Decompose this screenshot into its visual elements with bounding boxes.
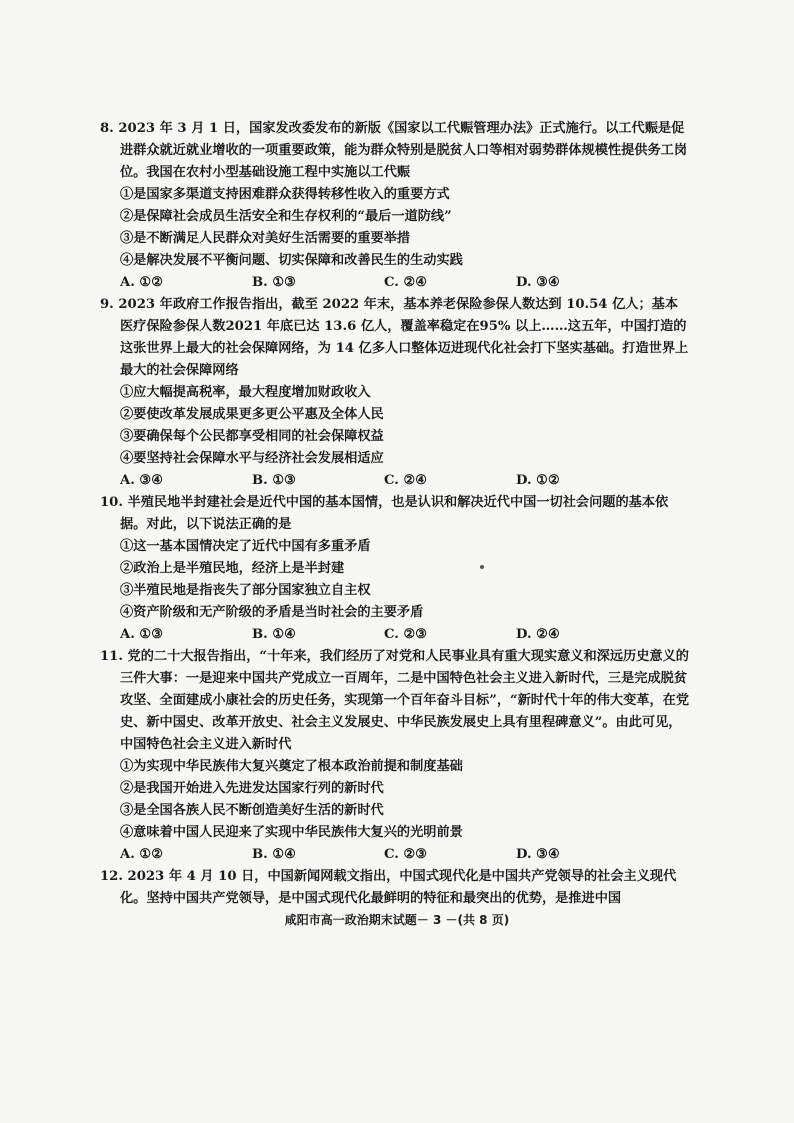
- option-4: ④资产阶级和无产阶级的矛盾是当时社会的主要矛盾: [120, 605, 424, 620]
- choice-b: B. ①③: [252, 473, 296, 488]
- option-1: ①应大幅提高税率，最大程度增加财政收入: [120, 385, 371, 400]
- option-3: ③要确保每个公民都享受相同的社会保障权益: [120, 429, 384, 444]
- choice-c: C. ②④: [384, 473, 428, 488]
- question-stem: 9. 2023 年政府工作报告指出，截至 2022 年末，基本养老保险参保人数达到 10.54 亿人；基本医疗保险参保人数2021 年底已达 13.6 亿人，覆盖率稳定在95% 以上……这五年，中国打造的这张世界上最大的社会保障网络，为 14 亿多人口整体迈进现代化社会打下坚实基础。打造世界上最大的社会保障网络: [100, 297, 689, 378]
- choice-a: A. ①②: [120, 275, 164, 290]
- choice-a: A. ③④: [120, 473, 164, 488]
- question-list: [100, 118, 690, 910]
- answer-choices: [100, 272, 690, 294]
- option-3: ③是全国各族人民不断创造美好生活的新时代: [120, 803, 384, 818]
- question-12: [100, 866, 690, 910]
- choice-b: B. ①④: [252, 627, 296, 642]
- option-4: ④意味着中国人民迎来了实现中华民族伟大复兴的光明前景: [120, 825, 463, 840]
- answer-choices: [100, 624, 690, 646]
- option-1: ①这一基本国情决定了近代中国有多重矛盾: [120, 539, 371, 554]
- choice-d: D. ①②: [516, 473, 560, 488]
- choice-c: C. ②④: [384, 275, 428, 290]
- option-3: ③是不断满足人民群众对美好生活需要的重要举措: [120, 231, 411, 246]
- answer-choices: [100, 844, 690, 866]
- option-1: ①是国家多渠道支持困难群众获得转移性收入的重要方式: [120, 187, 450, 202]
- page-footer: 咸阳市高一政治期末试题－ 3 －(共 8 页): [284, 913, 510, 927]
- choice-a: A. ①③: [120, 627, 164, 642]
- answer-choices: [100, 470, 690, 492]
- option-3: ③半殖民地是指丧失了部分国家独立自主权: [120, 583, 371, 598]
- question-11: [100, 646, 690, 866]
- choice-c: C. ②③: [384, 627, 428, 642]
- choice-b: B. ①③: [252, 275, 296, 290]
- question-stem: 12. 2023 年 4 月 10 日，中国新闻网载文指出，中国式现代化是中国共产党领导的社会主义现代化。坚持中国共产党领导，是中国式现代化最鲜明的特征和最突出的优势，是推进中国: [100, 869, 677, 906]
- choice-a: A. ①②: [120, 847, 164, 862]
- choice-d: D. ②④: [516, 627, 560, 642]
- option-2: ②是我国开始进入先进发达国家行列的新时代: [120, 781, 384, 796]
- question-stem: 8. 2023 年 3 月 1 日，国家发改委发布的新版《国家以工代赈管理办法》正式施行。以工代赈是促进群众就近就业增收的一项重要政策，能为群众特别是脱贫人口等相对弱势群体规模性提供务工岗位。我国在农村小型基础设施工程中实施以工代赈: [100, 121, 688, 180]
- question-8: [100, 118, 690, 294]
- option-2: ②是保障社会成员生活安全和生存权利的“最后一道防线”: [120, 209, 452, 224]
- option-2: ②政治上是半殖民地，经济上是半封建: [120, 561, 345, 576]
- question-stem: 11. 党的二十大报告指出，“十年来，我们经历了对党和人民事业具有重大现实意义和深远历史意义的三件大事：一是迎来中国共产党成立一百周年，二是中国特色社会主义进入新时代，三是完成脱贫攻坚、全面建成小康社会的历史任务，实现第一个百年奋斗目标”，“新时代十年的伟大变革，在党史、新中国史、改革开放史、社会主义发展史、中华民族发展史上具有里程碑意义”。由此可见，中国特色社会主义进入新时代: [100, 649, 690, 752]
- choice-d: D. ③④: [516, 275, 560, 290]
- choice-b: B. ①④: [252, 847, 296, 862]
- option-4: ④要坚持社会保障水平与经济社会发展相适应: [120, 451, 384, 466]
- option-2: ②要使改革发展成果更多更公平惠及全体人民: [120, 407, 384, 422]
- choice-d: D. ③④: [516, 847, 560, 862]
- question-10: [100, 492, 690, 646]
- choice-c: C. ②③: [384, 847, 428, 862]
- question-stem: 10. 半殖民地半封建社会是近代中国的基本国情，也是认识和解决近代中国一切社会问题的基本依据。对此，以下说法正确的是: [100, 495, 669, 532]
- option-1: ①为实现中华民族伟大复兴奠定了根本政治前提和制度基础: [120, 759, 463, 774]
- scan-speck: [480, 565, 484, 569]
- question-9: [100, 294, 690, 492]
- option-4: ④是解决发展不平衡问题、切实保障和改善民生的生动实践: [120, 253, 463, 268]
